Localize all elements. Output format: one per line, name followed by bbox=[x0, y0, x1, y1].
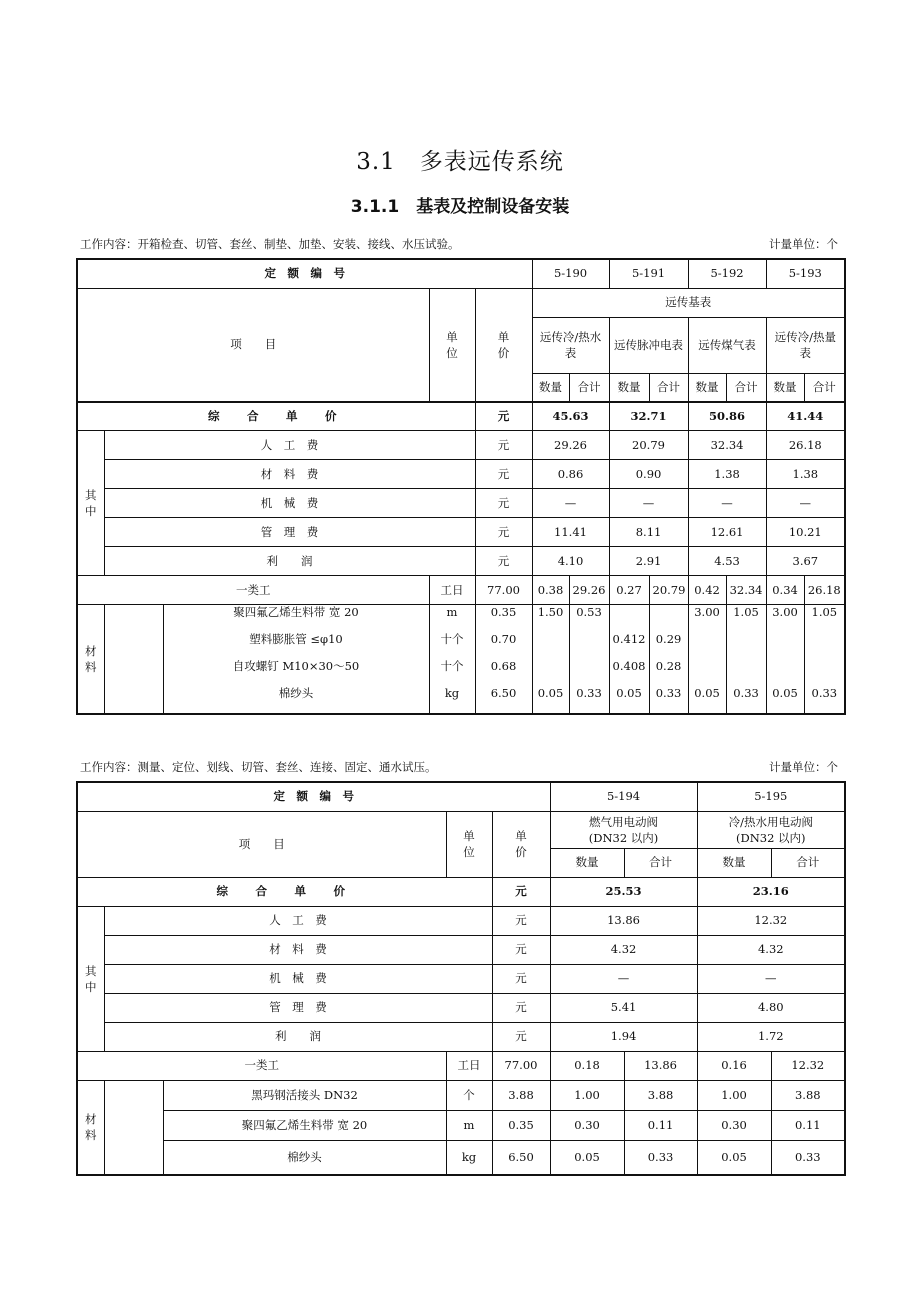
cost-row bbox=[77, 935, 845, 964]
material-cell bbox=[770, 659, 801, 686]
labor-cell: 0.18 bbox=[550, 1051, 624, 1080]
material-cell: 0.05 bbox=[694, 686, 720, 700]
price-header: 单价 bbox=[492, 811, 550, 877]
cost-value: 10.21 bbox=[766, 518, 845, 547]
qty-header: 数量 bbox=[697, 848, 771, 877]
cost-value: 20.79 bbox=[609, 431, 688, 460]
sum-header: 合计 bbox=[569, 373, 609, 402]
material-row bbox=[77, 1110, 845, 1140]
material-row bbox=[77, 1080, 845, 1110]
quota-label: 定 额 编 号 bbox=[77, 782, 550, 811]
cost-value: — bbox=[766, 489, 845, 518]
material-cell: 1.00 bbox=[550, 1080, 624, 1110]
unit-header: 单位 bbox=[429, 288, 475, 402]
material-cell: 0.11 bbox=[624, 1110, 697, 1140]
quota-code: 5-195 bbox=[697, 782, 845, 811]
unit-note-1: 计量单位：个 bbox=[769, 237, 838, 251]
cost-row bbox=[77, 993, 845, 1022]
material-price: 0.68 bbox=[490, 659, 517, 673]
qty-header: 数量 bbox=[609, 373, 649, 402]
material-cell: 1.50 bbox=[537, 605, 564, 619]
material-cell bbox=[808, 632, 842, 659]
material-cell bbox=[730, 659, 763, 686]
material-cell: 3.00 bbox=[772, 605, 798, 619]
labor-unit: 工日 bbox=[446, 1051, 492, 1080]
labor-row bbox=[77, 576, 845, 605]
material-cell bbox=[653, 605, 685, 632]
cost-unit: 元 bbox=[492, 935, 550, 964]
material-unit: m bbox=[446, 605, 458, 619]
item-name-line: (DN32 以内) bbox=[588, 830, 659, 845]
cost-unit: 元 bbox=[492, 993, 550, 1022]
material-col bbox=[649, 605, 688, 715]
labor-cell: 0.38 bbox=[532, 576, 569, 605]
total-unit: 元 bbox=[475, 402, 532, 431]
total-label: 综 合 单 价 bbox=[77, 877, 492, 906]
cost-unit: 元 bbox=[492, 964, 550, 993]
material-cell: 0.05 bbox=[772, 686, 798, 700]
cost-label: 人 工 费 bbox=[104, 431, 475, 460]
material-cell: 0.29 bbox=[655, 632, 682, 646]
item-name-line: (DN32 以内) bbox=[736, 830, 806, 845]
total-row bbox=[77, 877, 845, 906]
material-blank bbox=[104, 605, 163, 715]
quota-table-1-body bbox=[76, 401, 846, 715]
among-label: 其中 bbox=[77, 431, 104, 576]
material-cell: 0.05 bbox=[697, 1140, 771, 1175]
unit-note-2: 计量单位：个 bbox=[769, 760, 838, 774]
material-cell: 0.33 bbox=[655, 686, 682, 700]
cost-value: 32.34 bbox=[688, 431, 766, 460]
material-unit: kg bbox=[444, 686, 460, 700]
cost-unit: 元 bbox=[475, 518, 532, 547]
cost-value: 5.41 bbox=[550, 993, 697, 1022]
cost-value: 4.10 bbox=[532, 547, 609, 576]
cost-value: — bbox=[532, 489, 609, 518]
cost-value: 26.18 bbox=[766, 431, 845, 460]
cost-value: 4.80 bbox=[697, 993, 845, 1022]
material-cell: 1.05 bbox=[733, 605, 759, 619]
material-unit: m bbox=[446, 1110, 492, 1140]
labor-cell: 32.34 bbox=[726, 576, 766, 605]
cost-unit: 元 bbox=[475, 547, 532, 576]
quota-code: 5-190 bbox=[532, 259, 609, 288]
total-unit: 元 bbox=[492, 877, 550, 906]
material-unit: kg bbox=[446, 1140, 492, 1175]
material-cell bbox=[573, 632, 606, 659]
labor-cell: 29.26 bbox=[569, 576, 609, 605]
cost-value: 0.90 bbox=[609, 460, 688, 489]
cost-value: — bbox=[697, 964, 845, 993]
material-cell: 3.88 bbox=[624, 1080, 697, 1110]
labor-label: 一类工 bbox=[77, 576, 429, 605]
material-row bbox=[77, 1140, 845, 1175]
material-name: 聚四氟乙烯生料带 宽 20 bbox=[233, 605, 359, 619]
item-name: 远传脉冲电表 bbox=[609, 317, 688, 373]
material-price: 3.88 bbox=[492, 1080, 550, 1110]
labor-cell: 12.32 bbox=[771, 1051, 845, 1080]
qty-header: 数量 bbox=[550, 848, 624, 877]
material-cell bbox=[770, 632, 801, 659]
cost-value: 13.86 bbox=[550, 906, 697, 935]
material-cell: 0.53 bbox=[576, 605, 602, 619]
quota-code: 5-194 bbox=[550, 782, 697, 811]
material-col bbox=[804, 605, 845, 715]
quota-label: 定 额 编 号 bbox=[77, 259, 532, 288]
cost-label: 材 料 费 bbox=[104, 460, 475, 489]
cost-row bbox=[77, 431, 845, 460]
material-col bbox=[688, 605, 726, 715]
cost-label: 利 润 bbox=[104, 1022, 492, 1051]
item-name bbox=[550, 811, 697, 848]
labor-cell: 0.34 bbox=[766, 576, 804, 605]
group-header: 远传基表 bbox=[532, 288, 845, 317]
cost-value: 0.86 bbox=[532, 460, 609, 489]
cost-value: 4.32 bbox=[550, 935, 697, 964]
material-cell bbox=[692, 632, 723, 659]
qty-header: 数量 bbox=[688, 373, 726, 402]
cost-value: 29.26 bbox=[532, 431, 609, 460]
qty-header: 数量 bbox=[532, 373, 569, 402]
material-label: 材料 bbox=[77, 605, 104, 715]
material-cell bbox=[536, 632, 566, 659]
sum-header: 合计 bbox=[649, 373, 688, 402]
cost-label: 机 械 费 bbox=[104, 964, 492, 993]
cost-value: 2.91 bbox=[609, 547, 688, 576]
material-col bbox=[726, 605, 766, 715]
cost-label: 机 械 费 bbox=[104, 489, 475, 518]
material-cell bbox=[692, 659, 723, 686]
cost-value: 1.38 bbox=[766, 460, 845, 489]
material-cell: 0.05 bbox=[550, 1140, 624, 1175]
item-label: 项 目 bbox=[77, 811, 446, 877]
item-name: 远传冷/热量表 bbox=[766, 317, 845, 373]
material-cell bbox=[613, 605, 646, 632]
cost-value: 12.32 bbox=[697, 906, 845, 935]
material-cell: 0.05 bbox=[537, 686, 564, 700]
material-cell: 3.88 bbox=[771, 1080, 845, 1110]
item-label: 项 目 bbox=[77, 288, 429, 402]
cost-value: 1.38 bbox=[688, 460, 766, 489]
total-value: 32.71 bbox=[609, 402, 688, 431]
material-cell: 0.33 bbox=[811, 686, 838, 700]
section-title: 3.1 多表远传系统 bbox=[356, 149, 564, 175]
cost-unit: 元 bbox=[492, 906, 550, 935]
work-content-2: 工作内容：测量、定位、划线、切管、套丝、连接、固定、通水试压。 bbox=[80, 760, 437, 774]
material-cell: 3.00 bbox=[694, 605, 720, 619]
material-cell: 0.408 bbox=[612, 659, 646, 673]
cost-row bbox=[77, 906, 845, 935]
total-value: 45.63 bbox=[532, 402, 609, 431]
material-cell: 0.412 bbox=[612, 632, 646, 646]
total-value: 41.44 bbox=[766, 402, 845, 431]
material-price: 6.50 bbox=[492, 1140, 550, 1175]
subsection-title: 3.1.1 基表及控制设备安装 bbox=[350, 197, 570, 217]
material-name: 聚四氟乙烯生料带 宽 20 bbox=[163, 1110, 446, 1140]
material-price: 0.70 bbox=[490, 632, 517, 646]
cost-unit: 元 bbox=[475, 460, 532, 489]
qty-header: 数量 bbox=[766, 373, 804, 402]
cost-value: 12.61 bbox=[688, 518, 766, 547]
sum-header: 合计 bbox=[771, 848, 845, 877]
item-name-line: 燃气用电动阀 bbox=[589, 814, 659, 829]
material-cell: 0.28 bbox=[655, 659, 682, 673]
material-cell: 0.33 bbox=[576, 686, 602, 700]
materials-block bbox=[77, 605, 845, 715]
quota-table-1 bbox=[76, 258, 846, 403]
material-cell: 1.05 bbox=[811, 605, 838, 619]
material-cell: 0.33 bbox=[771, 1140, 845, 1175]
cost-row bbox=[77, 460, 845, 489]
total-value: 25.53 bbox=[550, 877, 697, 906]
cost-label: 管 理 费 bbox=[104, 518, 475, 547]
material-prices bbox=[475, 605, 532, 715]
material-name: 棉纱头 bbox=[163, 1140, 446, 1175]
work-content-1: 工作内容：开箱检查、切管、套丝、制垫、加垫、安装、接线、水压试验。 bbox=[80, 237, 460, 251]
labor-price: 77.00 bbox=[475, 576, 532, 605]
material-cell: 1.00 bbox=[697, 1080, 771, 1110]
material-cell bbox=[536, 659, 566, 686]
cost-value: 8.11 bbox=[609, 518, 688, 547]
labor-cell: 0.27 bbox=[609, 576, 649, 605]
cost-unit: 元 bbox=[475, 489, 532, 518]
cost-value: 11.41 bbox=[532, 518, 609, 547]
cost-value: 4.53 bbox=[688, 547, 766, 576]
quota-code: 5-191 bbox=[609, 259, 688, 288]
quota-code: 5-193 bbox=[766, 259, 845, 288]
cost-value: — bbox=[688, 489, 766, 518]
code-row bbox=[77, 259, 845, 288]
material-cell: 0.33 bbox=[733, 686, 759, 700]
sum-header: 合计 bbox=[726, 373, 766, 402]
labor-cell: 0.16 bbox=[697, 1051, 771, 1080]
material-units bbox=[429, 605, 475, 715]
total-value: 50.86 bbox=[688, 402, 766, 431]
material-price: 0.35 bbox=[490, 605, 517, 619]
material-unit: 个 bbox=[446, 1080, 492, 1110]
labor-price: 77.00 bbox=[492, 1051, 550, 1080]
material-name: 塑料膨胀管 ≤φ10 bbox=[249, 632, 343, 646]
material-name: 黑玛钢活接头 DN32 bbox=[163, 1080, 446, 1110]
material-cell: 0.33 bbox=[624, 1140, 697, 1175]
total-row bbox=[77, 402, 845, 431]
material-names bbox=[163, 605, 429, 715]
labor-cell: 0.42 bbox=[688, 576, 726, 605]
cost-unit: 元 bbox=[475, 431, 532, 460]
material-cell: 0.30 bbox=[550, 1110, 624, 1140]
cost-value: 1.94 bbox=[550, 1022, 697, 1051]
cost-row bbox=[77, 1022, 845, 1051]
material-unit: 十个 bbox=[440, 659, 464, 673]
cost-row bbox=[77, 489, 845, 518]
material-cell: 0.30 bbox=[697, 1110, 771, 1140]
material-cell: 0.05 bbox=[616, 686, 642, 700]
cost-value: 1.72 bbox=[697, 1022, 845, 1051]
material-col bbox=[609, 605, 649, 715]
sum-header: 合计 bbox=[804, 373, 845, 402]
item-name bbox=[697, 811, 845, 848]
cost-row bbox=[77, 547, 845, 576]
material-col bbox=[766, 605, 804, 715]
cost-row bbox=[77, 518, 845, 547]
material-price: 6.50 bbox=[490, 686, 517, 700]
material-col bbox=[569, 605, 609, 715]
total-label: 综 合 单 价 bbox=[77, 402, 475, 431]
material-col bbox=[532, 605, 569, 715]
unit-header: 单位 bbox=[446, 811, 492, 877]
cost-value: — bbox=[609, 489, 688, 518]
material-price: 0.35 bbox=[492, 1110, 550, 1140]
labor-unit: 工日 bbox=[429, 576, 475, 605]
cost-value: 3.67 bbox=[766, 547, 845, 576]
item-name: 远传煤气表 bbox=[688, 317, 766, 373]
item-name-line: 冷/热水用电动阀 bbox=[728, 814, 813, 829]
quota-code: 5-192 bbox=[688, 259, 766, 288]
material-name: 自攻螺钉 M10×30～50 bbox=[232, 659, 360, 673]
price-header: 单价 bbox=[475, 288, 532, 402]
cost-value: — bbox=[550, 964, 697, 993]
total-value: 23.16 bbox=[697, 877, 845, 906]
item-name: 远传冷/热水表 bbox=[532, 317, 609, 373]
cost-value: 4.32 bbox=[697, 935, 845, 964]
cost-label: 管 理 费 bbox=[104, 993, 492, 1022]
quota-table-2 bbox=[76, 781, 846, 1176]
labor-cell: 26.18 bbox=[804, 576, 845, 605]
among-label: 其中 bbox=[77, 906, 104, 1051]
cost-label: 人 工 费 bbox=[104, 906, 492, 935]
material-unit: 十个 bbox=[440, 632, 464, 646]
material-name: 棉纱头 bbox=[278, 686, 314, 700]
labor-label: 一类工 bbox=[77, 1051, 446, 1080]
labor-cell: 13.86 bbox=[624, 1051, 697, 1080]
code-row bbox=[77, 782, 845, 811]
material-blank bbox=[104, 1080, 163, 1175]
material-cell bbox=[573, 659, 606, 686]
labor-cell: 20.79 bbox=[649, 576, 688, 605]
material-cell bbox=[808, 659, 842, 686]
material-cell: 0.11 bbox=[771, 1110, 845, 1140]
cost-row bbox=[77, 964, 845, 993]
material-label: 材料 bbox=[77, 1080, 104, 1175]
labor-row bbox=[77, 1051, 845, 1080]
material-cell bbox=[730, 632, 763, 659]
sum-header: 合计 bbox=[624, 848, 697, 877]
cost-unit: 元 bbox=[492, 1022, 550, 1051]
cost-label: 材 料 费 bbox=[104, 935, 492, 964]
cost-label: 利 润 bbox=[104, 547, 475, 576]
